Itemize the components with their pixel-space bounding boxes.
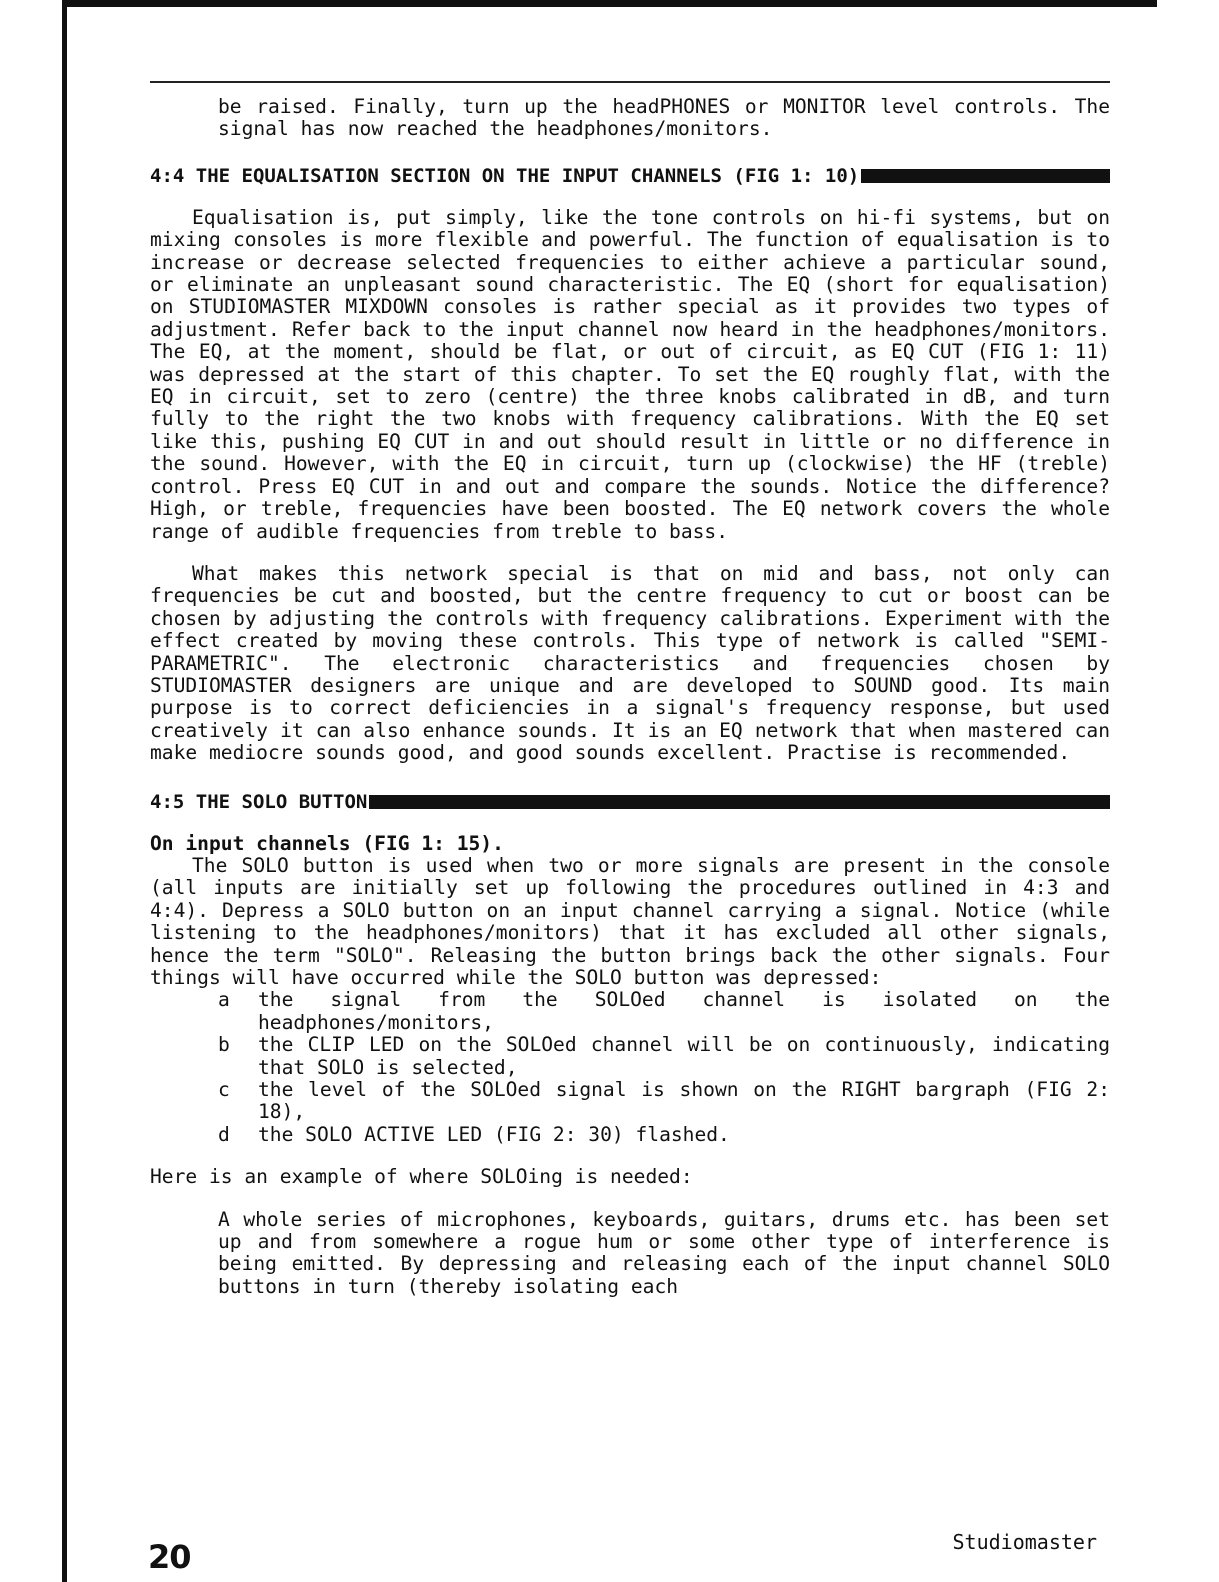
equalisation-paragraph-2: What makes this network special is that on mid and bass, not only can frequencies be cut and boosted, but the centre frequency to cut or boost can be chosen by adjusting the controls with frequency calibrations. Experiment with the effect created by moving these controls. This type of network is called "SEMI-PARAMETRIC". The electronic characteristics and frequencies chosen by STUDIOMASTER designers are unique and are developed to SOUND good. Its main purpose is to correct deficiencies in a signal's frequency response, but used creatively it can also enhance sounds. It is an EQ network that when mastered can make mediocre sounds good, and good sounds excellent. Practise is recommended. xyxy=(150,561,1110,765)
list-item-text: the level of the SOLOed signal is shown on the RIGHT bargraph (FIG 2: 18), xyxy=(258,1078,1110,1124)
list-item-text: the CLIP LED on the SOLOed channel will be on continuously, indicating that SOLO is selected, xyxy=(258,1033,1110,1079)
example-intro: Here is an example of where SOLOing is needed: xyxy=(150,1165,693,1189)
list-item-text: the signal from the SOLOed channel is isolated on the headphones/monitors, xyxy=(258,988,1110,1034)
heading-bar xyxy=(861,169,1110,183)
solo-paragraph: The SOLO button is used when two or more signals are present in the console (all inputs are initially set up following the procedures outlined in 4:3 and 4:4). Depress a SOLO button on an input channel carrying a signal. Notice (while listening to the headphones/monitors) that it has excluded all other signals, hence the term "SOLO". Releasing the button brings back the other signals. Four things will have occurred while the SOLO button was depressed: xyxy=(150,853,1110,989)
header-rule xyxy=(150,81,1110,83)
footer-brand: Studiomaster xyxy=(952,1530,1097,1554)
example-paragraph: A whole series of microphones, keyboards, guitars, drums etc. has been set up and from somewhere a rogue hum or some other type of interference is being emitted. By depressing and releasing each of the input channel SOLO buttons in turn (thereby isolating each xyxy=(218,1207,1110,1298)
page-number: 20 xyxy=(148,1538,191,1576)
section-heading-text: 4:5 THE SOLO BUTTON xyxy=(150,790,368,813)
list-item xyxy=(218,1034,1110,1079)
list-item xyxy=(218,1124,1110,1146)
solo-subheading: On input channels (FIG 1: 15). xyxy=(150,831,504,855)
list-item-letter: d xyxy=(218,1122,230,1146)
equalisation-paragraph-1: Equalisation is, put simply, like the tone controls on hi-fi systems, but on mixing consoles is more flexible and powerful. The function of equalisation is to increase or decrease selected frequencies to either achieve a particular sound, or eliminate an unpleasant sound characteristic. The EQ (short for equalisation) on STUDIOMASTER MIXDOWN consoles is rather special as it provides two types of adjustment. Refer back to the input channel now heard in the headphones/monitors. The EQ, at the moment, should be flat, or out of circuit, as EQ CUT (FIG 1: 11) was depressed at the start of this chapter. To set the EQ roughly flat, with the EQ in circuit, set to zero (centre) the three knobs calibrated in dB, and turn fully to the right the two knobs with frequency calibrations. With the EQ set like this, pushing EQ CUT in and out should result in little or no difference in the sound. However, with the EQ in circuit, turn up (clockwise) the HF (treble) control. Press EQ CUT in and out and compare the sounds. Notice the difference? High, or treble, frequencies have been boosted. The EQ network covers the whole range of audible frequencies from treble to bass. xyxy=(150,205,1110,543)
list-item-letter: b xyxy=(218,1033,230,1057)
list-item-text: the SOLO ACTIVE LED (FIG 2: 30) flashed. xyxy=(258,1122,730,1146)
solo-effects-list xyxy=(150,989,1110,1146)
list-item xyxy=(218,989,1110,1034)
section-heading-equalisation xyxy=(150,165,1110,187)
list-item-letter: a xyxy=(218,988,230,1012)
section-heading-solo xyxy=(150,791,1110,813)
intro-paragraph: be raised. Finally, turn up the headPHONES or MONITOR level controls. The signal has now reached the headphones/monitors. xyxy=(218,95,1110,141)
page-body xyxy=(150,96,1110,1298)
heading-bar xyxy=(369,795,1110,809)
list-item-letter: c xyxy=(218,1078,230,1102)
scan-top-edge xyxy=(62,0,1157,7)
scan-left-edge xyxy=(62,0,67,1582)
list-item xyxy=(218,1079,1110,1124)
section-heading-text: 4:4 THE EQUALISATION SECTION ON THE INPUT CHANNELS (FIG 1: 10) xyxy=(150,164,860,187)
